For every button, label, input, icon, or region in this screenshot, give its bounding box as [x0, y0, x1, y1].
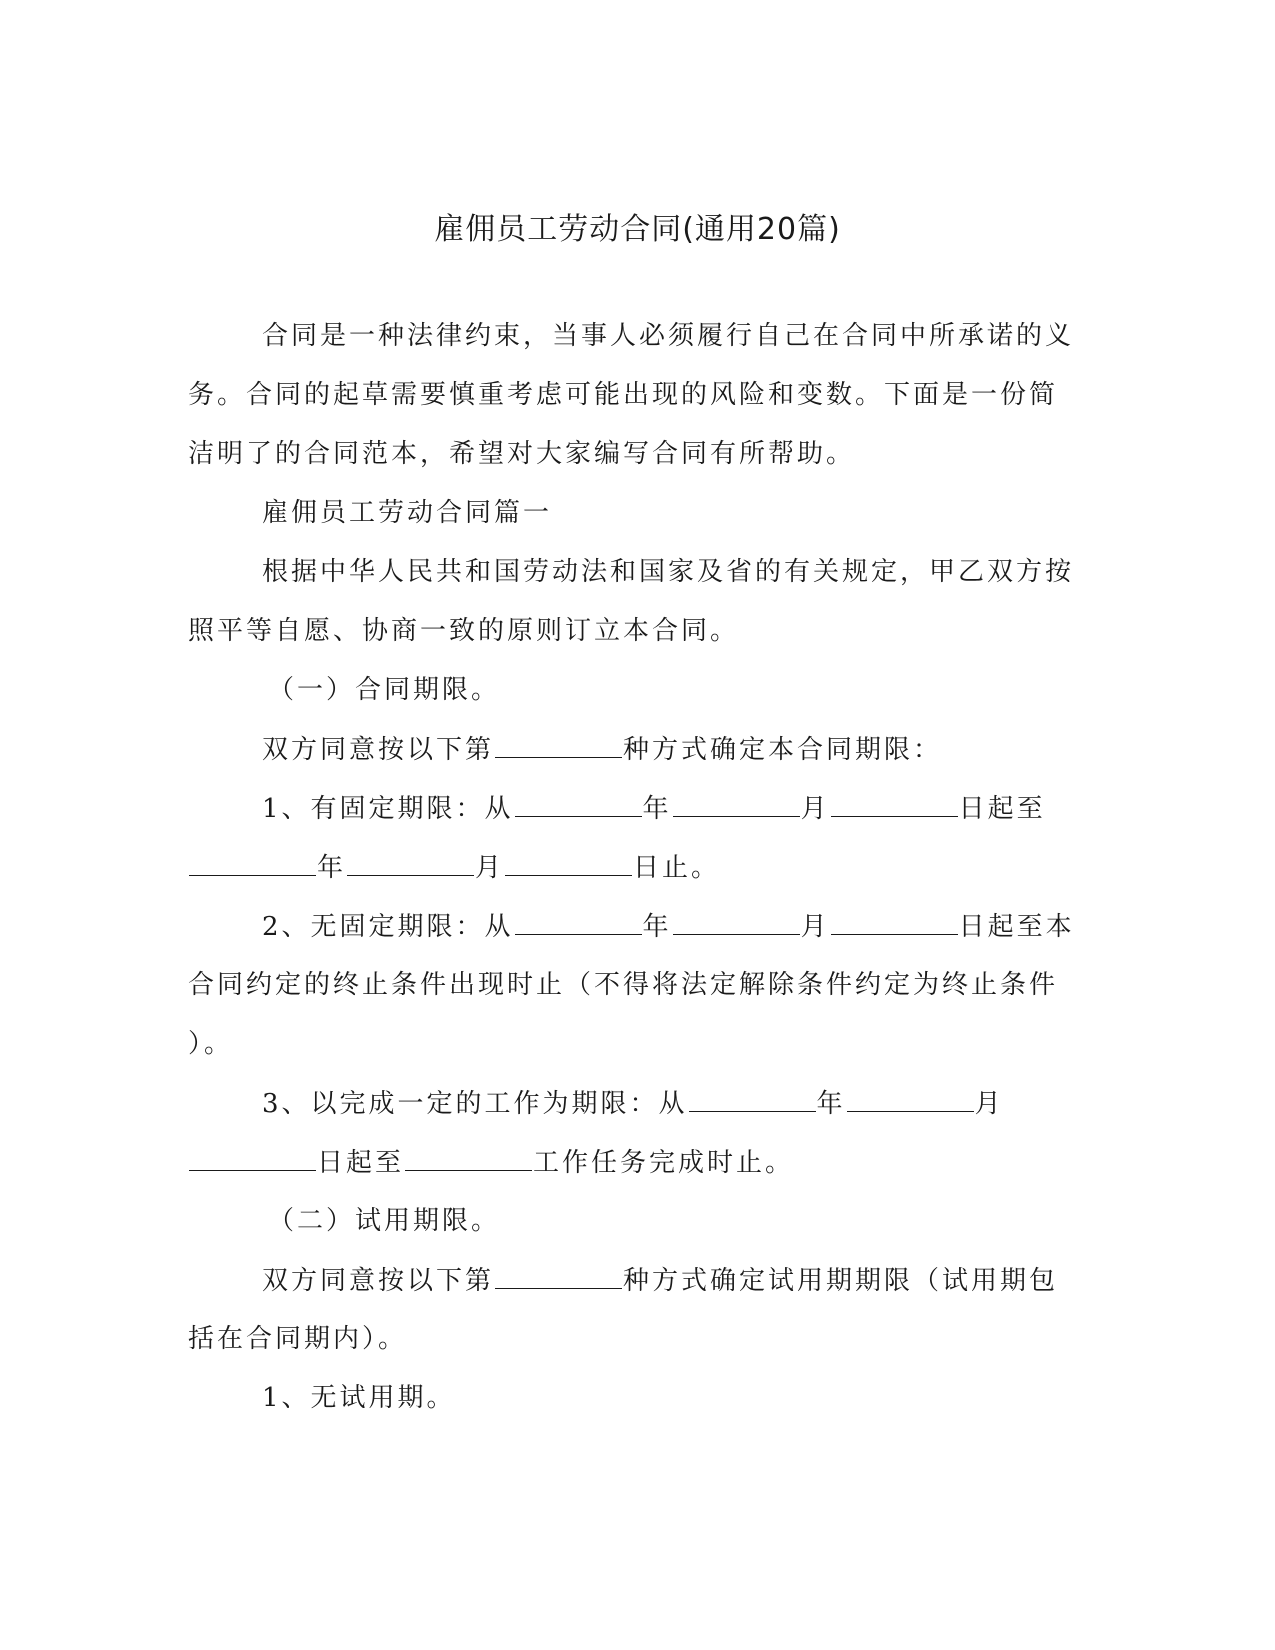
fill-blank[interactable]	[673, 788, 800, 817]
intro-line-2: 务。合同的起草需要慎重考虑可能出现的风险和变数。下面是一份简	[188, 380, 1059, 410]
year-label: 年	[642, 912, 672, 942]
fill-blank[interactable]	[515, 788, 642, 817]
document-title: 雇佣员工劳动合同(通用20篇)	[434, 212, 841, 247]
item3-line-2	[188, 1142, 794, 1182]
section2-heading: （二）试用期限。	[268, 1206, 501, 1236]
agree-suffix: 种方式确定试用期期限（试用期包	[623, 1266, 1059, 1296]
month-label: 月	[475, 853, 505, 883]
day-from-label: 日起至	[317, 1148, 405, 1178]
fill-blank[interactable]	[347, 847, 474, 876]
item1-line-2	[188, 847, 720, 887]
month-label: 月	[974, 1089, 1004, 1119]
fill-blank[interactable]	[847, 1083, 974, 1112]
fill-blank[interactable]	[689, 1083, 816, 1112]
fill-blank[interactable]	[515, 906, 642, 935]
fill-blank[interactable]	[495, 729, 622, 758]
basis-line-2: 照平等自愿、协商一致的原则订立本合同。	[188, 616, 740, 646]
section1-agree-line	[262, 729, 942, 769]
month-label: 月	[800, 912, 830, 942]
basis-line-1: 根据中华人民共和国劳动法和国家及省的有关规定，甲乙双方按	[262, 557, 1075, 587]
item2-line-3: ）。	[188, 1029, 234, 1059]
item3-line-1	[262, 1083, 1004, 1123]
item1-line-1	[262, 788, 1046, 828]
fill-blank[interactable]	[831, 906, 958, 935]
day-from-label: 日起至本	[958, 912, 1075, 942]
fill-blank[interactable]	[495, 1260, 622, 1289]
item1-prefix: 1、有固定期限：从	[262, 794, 514, 824]
fill-blank[interactable]	[505, 847, 632, 876]
item2-line-2: 合同约定的终止条件出现时止（不得将法定解除条件约定为终止条件	[188, 970, 1059, 1000]
item2-prefix: 2、无固定期限：从	[262, 912, 514, 942]
intro-line-1: 合同是一种法律约束，当事人必须履行自己在合同中所承诺的义	[262, 321, 1075, 351]
item3-prefix: 3、以完成一定的工作为期限：从	[262, 1089, 688, 1119]
item2-line-1	[262, 906, 1075, 946]
task-end-label: 工作任务完成时止。	[533, 1148, 795, 1178]
fill-blank[interactable]	[405, 1142, 532, 1171]
section2-line-2: 括在合同期内）。	[188, 1324, 408, 1354]
day-end-label: 日止。	[633, 853, 721, 883]
month-label: 月	[800, 794, 830, 824]
agree-suffix: 种方式确定本合同期限：	[623, 735, 943, 765]
chapter-heading: 雇佣员工劳动合同篇一	[262, 498, 553, 528]
section2-agree-line	[262, 1260, 1058, 1300]
fill-blank[interactable]	[189, 847, 316, 876]
intro-line-3: 洁明了的合同范本，希望对大家编写合同有所帮助。	[188, 439, 856, 469]
year-label: 年	[816, 1089, 846, 1119]
fill-blank[interactable]	[831, 788, 958, 817]
fill-blank[interactable]	[673, 906, 800, 935]
agree-prefix: 双方同意按以下第	[262, 1266, 495, 1296]
section2-item1: 1、无试用期。	[262, 1383, 456, 1413]
year-label: 年	[642, 794, 672, 824]
year-label: 年	[317, 853, 347, 883]
fill-blank[interactable]	[189, 1142, 316, 1171]
day-from-label: 日起至	[958, 794, 1046, 824]
agree-prefix: 双方同意按以下第	[262, 735, 495, 765]
section1-heading: （一）合同期限。	[268, 675, 501, 705]
